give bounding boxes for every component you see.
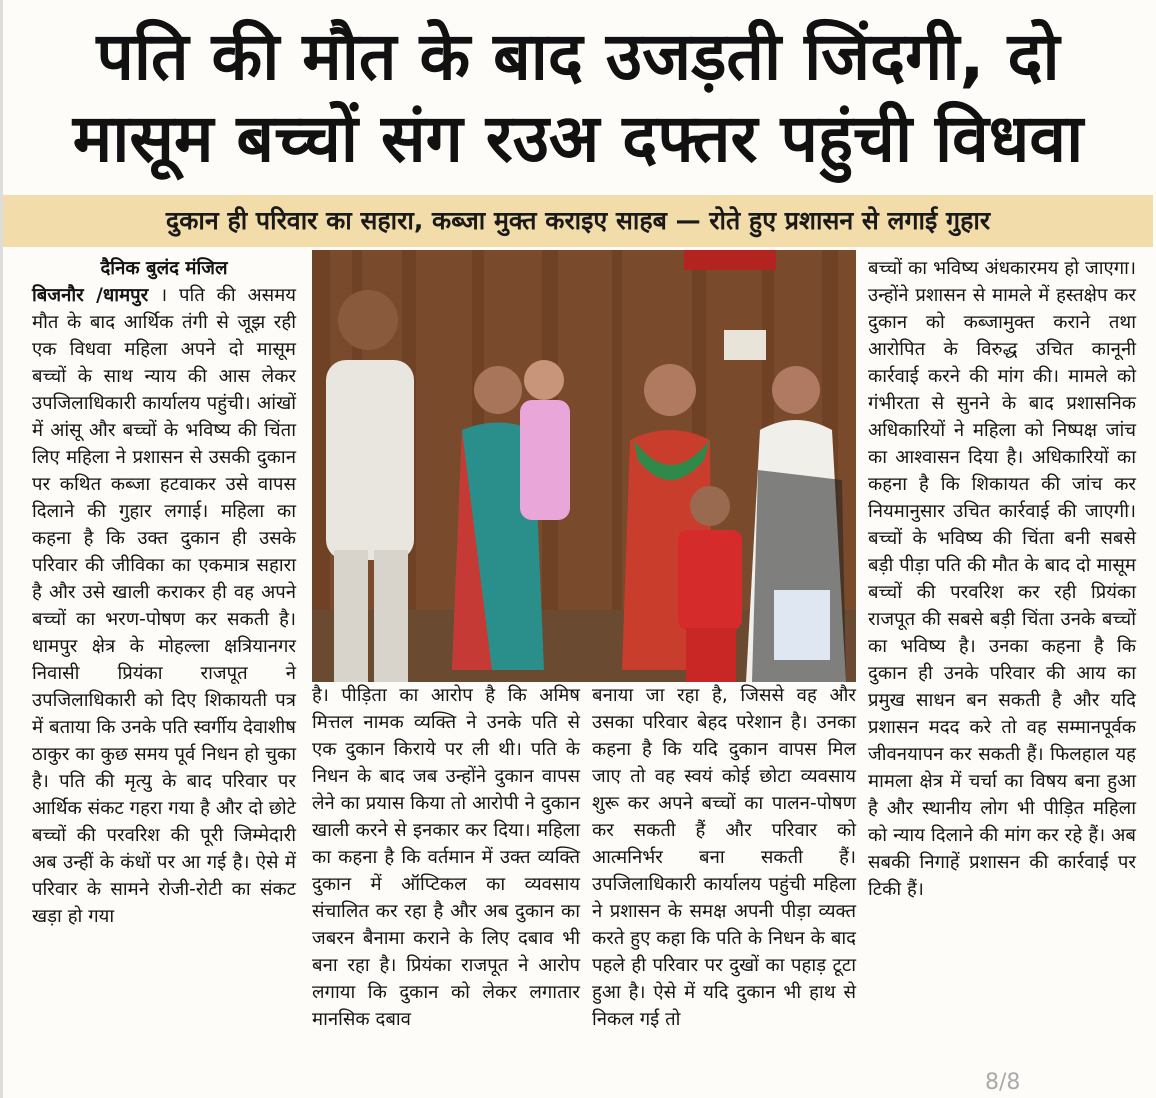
- subheadline-banner: [3, 195, 1153, 247]
- dateline: बिजनौर /धामपुर: [32, 285, 149, 306]
- column-4-body: बच्चों का भविष्य अंधकारमय हो जाएगा। उन्होंने प्रशासन से मामले में हस्तक्षेप कर दुकान को कब्जामुक्त कराने तथा आरोपित के विरुद्ध उचित कानूनी कार्रवाई करने की मांग की। मामले को गंभीरता से सुनने के बाद प्रशासनिक अधिकारियों ने महिला को निष्पक्ष जांच का आश्वासन दिया है। अधिकारियों का कहना है कि शिकायत की जांच कर नियमानुसार उचित कार्रवाई की जाएगी। बच्चों के भविष्य की चिंता बनी सबसे बड़ी पीड़ा पति की मौत के बाद दो मासूम बच्चों की परवरिश कर रही प्रियंका राजपूत की सबसे बड़ी चिंता उनके बच्चों का भविष्य है। उनका कहना है कि दुकान ही उनके परिवार की आय का प्रमुख साधन बन सकती है और यदि प्रशासन मदद करे तो वह सम्मानपूर्वक जीवनयापन कर सकती हैं। फिलहाल यह मामला क्षेत्र में चर्चा का विषय बना हुआ है और स्थानीय लोग भी पीड़ित महिला को न्याय दिलाने की मांग कर रहे हैं। अब सबकी निगाहें प्रशासन की कार्रवाई पर टिकी हैं।: [868, 258, 1136, 900]
- article-column-1: [32, 255, 296, 930]
- column-1-text: [32, 282, 296, 930]
- column-1-body: । पति की असमय मौत के बाद आर्थिक तंगी से जूझ रही एक विधवा महिला अपने दो मासूम बच्चों के साथ न्याय की आस लेकर उपजिलाधिकारी कार्यालय पहुंची। आंखों में आंसू और बच्चों के भविष्य की चिंता लिए महिला ने प्रशासन से उसकी दुकान पर कथित कब्जा हटवाकर उसे वापस दिलाने की गुहार लगाई। महिला का कहना है कि उक्त दुकान ही उसके परिवार की जीविका का एकमात्र सहारा है और उसे खाली कराकर ही वह अपने बच्चों का भरण-पोषण कर सकती है। धामपुर क्षेत्र के मोहल्ला क्षत्रियानगर निवासी प्रियंका राजपूत ने उपजिलाधिकारी को दिए शिकायती पत्र में बताया कि उनके पति स्वर्गीय देवाशीष ठाकुर का कुछ समय पूर्व निधन हो चुका है। पति की मृत्यु के बाद परिवार पर आर्थिक संकट गहरा गया है और दो छोटे बच्चों की परवरिश की पूरी जिम्मेदारी अब उन्हीं के कंधों पर आ गई है। ऐसे में परिवार के सामने रोजी-रोटी का संकट खड़ा हो गया: [32, 285, 296, 927]
- article-column-3: [592, 682, 856, 1033]
- news-photo: [312, 250, 856, 682]
- byline: दैनिक बुलंद मंजिल: [100, 258, 228, 279]
- column-3-body: बनाया जा रहा है, जिससे वह और उसका परिवार बेहद परेशान है। उनका कहना है कि यदि दुकान वापस मिल जाए तो वह स्वयं कोई छोटा व्यवसाय शुरू कर अपने बच्चों का पालन-पोषण कर सकती हैं और परिवार को आत्मनिर्भर बना सकती हैं। उपजिलाधिकारी कार्यालय पहुंची महिला ने प्रशासन के समक्ष अपनी पीड़ा व्यक्त करते हुए कहा कि पति के निधन के बाद पहले ही परिवार पर दुखों का पहाड़ टूटा हुआ है। ऐसे में यदि दुकान भी हाथ से निकल गई तो: [592, 685, 856, 1030]
- column-2-body: है। पीड़िता का आरोप है कि अमिष मित्तल नामक व्यक्ति ने उनके पति से एक दुकान किराये पर ली थी। पति के निधन के बाद जब उन्होंने दुकान वापस लेने का प्रयास किया तो आरोपी ने दुकान खाली करने से इनकार कर दिया। महिला का कहना है कि वर्तमान में उक्त व्यक्ति दुकान में ऑप्टिकल का व्यवसाय संचालित कर रहा है और अब दुकान का जबरन बैनामा कराने के लिए दबाव भी बना रहा है। प्रियंका राजपूत ने आरोप लगाया कि दुकान को लेकर लगातार मानसिक दबाव: [312, 685, 580, 1030]
- headline-line-1: पति की मौत के बाद उजड़ती जिंदगी, दो: [96, 18, 1060, 95]
- article-column-2: [312, 682, 580, 1033]
- subheadline-text: दुकान ही परिवार का सहारा, कब्जा मुक्त कराइए साहब — रोते हुए प्रशासन से लगाई गुहार: [165, 206, 991, 235]
- headline-line-2: मासूम बच्चों संग रउअ दफ्तर पहुंची विधवा: [72, 100, 1084, 177]
- article-column-4: [868, 255, 1136, 903]
- page-number: 8/8: [985, 1070, 1021, 1095]
